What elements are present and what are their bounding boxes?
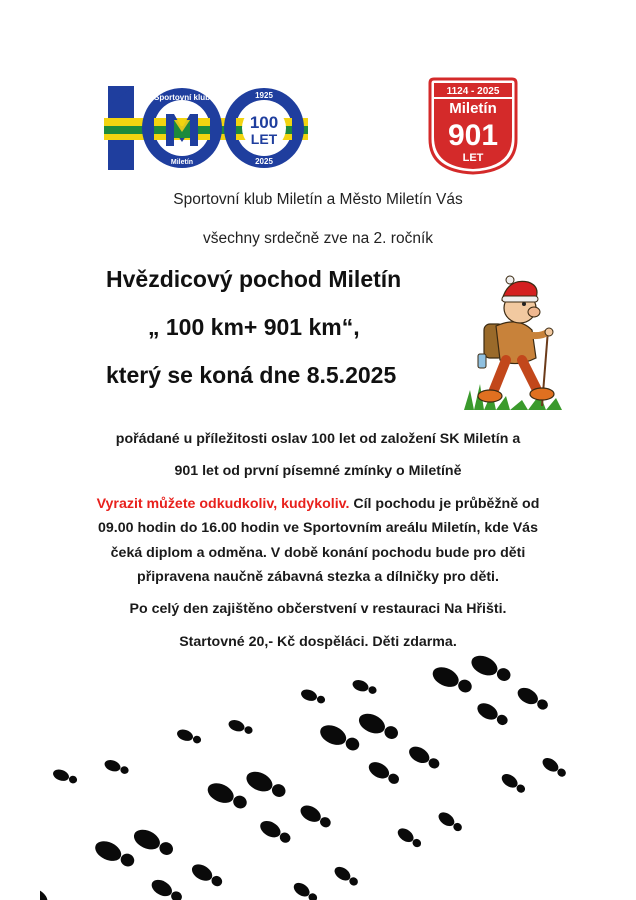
- occasion-line-1: pořádané u příležitosti oslav 100 let od založení SK Miletín a: [115, 431, 521, 447]
- start-anywhere-text: Vyrazit můžete odkudkoliv, kudykoliv.: [96, 496, 350, 512]
- footprint: [317, 721, 362, 755]
- footprint: [366, 759, 402, 788]
- fee-line: Startovné 20,- Kč dospěláci. Děti zdarma.: [179, 634, 457, 650]
- footprint: [257, 818, 293, 847]
- sk-logo-year-end: 2025: [255, 157, 273, 166]
- finish-line-1-rest: Cíl pochodu je průběžně od: [349, 496, 540, 512]
- town-logo-unit: LET: [462, 152, 484, 164]
- town-logo-number: 901: [447, 119, 499, 152]
- footprint: [189, 861, 225, 890]
- footprint: [436, 810, 464, 835]
- sk-logo-year-start: 1925: [255, 91, 273, 100]
- sk-logo-unit: LET: [250, 131, 278, 147]
- footprint: [103, 758, 130, 776]
- footprint: [356, 710, 401, 744]
- sk-miletin-logo: [104, 80, 308, 176]
- intro-line-1: Sportovní klub Miletín a Město Miletín Vás: [173, 191, 463, 208]
- footprint: [299, 687, 326, 705]
- footprint: [406, 743, 442, 772]
- headline-title: Hvězdicový pochod Miletín: [106, 266, 402, 292]
- footprint: [474, 700, 510, 729]
- occasion-line-2: 901 let od první písemné zmínky o Miletíně: [174, 463, 462, 479]
- headline-date: který se koná dne 8.5.2025: [106, 362, 397, 388]
- footprint: [51, 767, 78, 785]
- footprint: [40, 884, 64, 900]
- footprint: [499, 771, 527, 796]
- footprint: [351, 678, 378, 696]
- town-logo-years: 1124 - 2025: [446, 86, 500, 97]
- footprint: [92, 837, 137, 871]
- footprint: [205, 779, 250, 813]
- hiker-cartoon-icon: [462, 272, 566, 412]
- sk-logo-number: 100: [249, 113, 279, 132]
- footprint: [395, 826, 423, 851]
- footprint: [468, 652, 513, 685]
- finish-paragraph-line-3: čeká diplom a odměna. V době konání pochodu bude pro děti: [110, 545, 526, 561]
- footprint: [175, 727, 202, 745]
- footprint: [515, 684, 551, 713]
- footprint: [430, 663, 475, 697]
- intro-line-2: všechny srdečně zve na 2. ročník: [202, 230, 434, 247]
- footprints-trail-icon: [40, 652, 570, 900]
- refreshments-line: Po celý den zajištěno občerstvení v restauraci Na Hřišti.: [129, 601, 507, 617]
- town-logo-name: Miletín: [449, 100, 497, 117]
- finish-paragraph-line-4: připravena naučně zábavná stezka a dílničky pro děti.: [137, 569, 499, 585]
- finish-paragraph-line-2: 09.00 hodin do 16.00 hodin ve Sportovním areálu Miletín, kde Vás: [98, 520, 538, 536]
- footprint: [540, 755, 568, 780]
- finish-paragraph-line-1: [0, 496, 636, 512]
- miletin-901-logo: [426, 75, 520, 175]
- footprint: [298, 802, 334, 831]
- footprint: [332, 864, 360, 889]
- sk-logo-arc-text: Sportovní klub: [154, 93, 210, 102]
- footprint: [243, 768, 288, 802]
- footprint: [291, 880, 319, 900]
- headline-distance: „ 100 km+ 901 km“,: [148, 314, 360, 340]
- sk-logo-place: Miletín: [170, 159, 194, 166]
- footprint: [131, 826, 176, 860]
- footprint: [149, 876, 185, 900]
- footprint: [227, 718, 254, 736]
